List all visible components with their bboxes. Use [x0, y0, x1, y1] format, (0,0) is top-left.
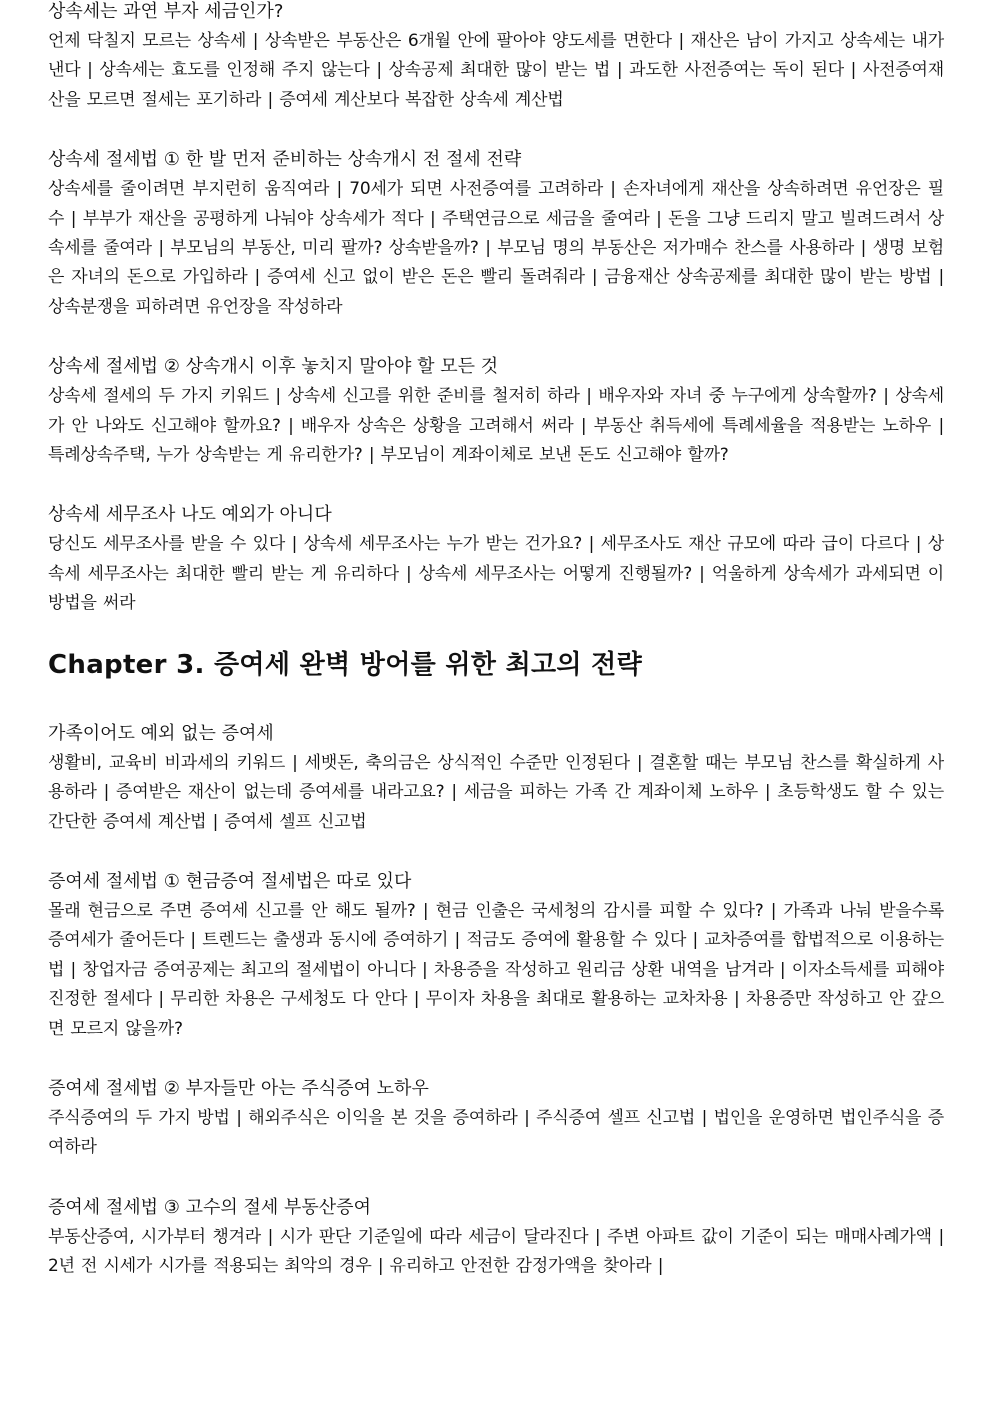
section-title: 가족이어도 예외 없는 증여세 — [48, 722, 274, 744]
section-title: 상속세 세무조사 나도 예외가 아니다 — [48, 504, 332, 526]
section-title: 증여세 절세법 ③ 고수의 절세 부동산증여 — [48, 1196, 371, 1218]
toc-section-gift-tax-real-estate — [48, 1193, 944, 1282]
toc-section-tax-audit — [48, 500, 944, 618]
section-title: 상속세 절세법 ② 상속개시 이후 놓치지 말아야 할 모든 것 — [48, 356, 499, 378]
section-gap — [48, 1163, 944, 1193]
chapter-gap — [48, 619, 944, 641]
section-gap — [48, 1044, 944, 1074]
section-body: 주식증여의 두 가지 방법 | 해외주식은 이익을 본 것을 증여하라 | 주식증여 셀프 신고법 | 법인을 운영하면 법인주식을 증여하라 — [48, 1107, 944, 1158]
chapter-gap — [48, 689, 944, 719]
toc-section-gift-tax-family — [48, 719, 944, 837]
toc-section-gift-tax-stock — [48, 1074, 944, 1163]
toc-section-gift-tax-cash — [48, 867, 944, 1044]
section-body: 생활비, 교육비 비과세의 키워드 | 세뱃돈, 축의금은 상식적인 수준만 인정된다 | 결혼할 때는 부모님 찬스를 확실하게 사용하라 | 증여받은 재산이 없는데 증여세를 내라고요? | 세금을 피하는 가족 간 계좌이체 노하우 | 초등학생도 할 수 있는 간단한 증여세 계산법 | 증여세 셀프 신고법 — [48, 752, 944, 832]
section-title: 상속세 절세법 ① 한 발 먼저 준비하는 상속개시 전 절세 전략 — [48, 149, 522, 171]
section-title: 증여세 절세법 ① 현금증여 절세법은 따로 있다 — [48, 870, 412, 892]
section-body: 부동산증여, 시가부터 챙겨라 | 시가 판단 기준일에 따라 세금이 달라진다 | 주변 아파트 값이 기준이 되는 매매사례가액 | 2년 전 시세가 시가를 적용되는 최악의 경우 | 유리하고 안전한 감정가액을 찾아라 | — [48, 1226, 944, 1277]
toc-section-inheritance-tax-after — [48, 352, 944, 470]
toc-section-inheritance-tax-before — [48, 145, 944, 322]
section-gap — [48, 470, 944, 500]
section-gap — [48, 322, 944, 352]
section-title: 증여세 절세법 ② 부자들만 아는 주식증여 노하우 — [48, 1077, 429, 1099]
section-gap — [48, 837, 944, 867]
section-body: 몰래 현금으로 주면 증여세 신고를 안 해도 될까? | 현금 인출은 국세청의 감시를 피할 수 있다? | 가족과 나눠 받을수록 증여세가 줄어든다 | 트렌드는 출생과 동시에 증여하기 | 적금도 증여에 활용할 수 있다 | 교차증여를 합법적으로 이용하는 법 | 창업자금 증여공제는 최고의 절세법이 아니다 | 차용증을 작성하고 원리금 상환 내역을 남겨라 | 이자소득세를 피해야 진정한 절세다 | 무리한 차용은 구세청도 다 안다 | 무이자 차용을 최대로 활용하는 교차차용 | 차용증만 작성하고 안 갚으면 모르지 않을까? — [48, 900, 944, 1039]
section-body: 당신도 세무조사를 받을 수 있다 | 상속세 세무조사는 누가 받는 건가요? | 세무조사도 재산 규모에 따라 급이 다르다 | 상속세 세무조사는 최대한 빨리 받는 게 유리하다 | 상속세 세무조사는 어떻게 진행될까? | 억울하게 상속세가 과세되면 이 방법을 써라 — [48, 534, 944, 614]
toc-section-inheritance-tax-overview — [48, 0, 944, 115]
section-body: 언제 닥칠지 모르는 상속세 | 상속받은 부동산은 6개월 안에 팔아야 양도세를 면한다 | 재산은 남이 가지고 상속세는 내가 낸다 | 상속세는 효도를 인정해 주지 않는다 | 상속공제 최대한 많이 받는 법 | 과도한 사전증여는 독이 된다 | 사전증여재산을 모르면 절세는 포기하라 | 증여세 계산보다 복잡한 상속세 계산법 — [48, 31, 944, 110]
section-gap — [48, 115, 944, 145]
section-body: 상속세 절세의 두 가지 키워드 | 상속세 신고를 위한 준비를 철저히 하라 | 배우자와 자녀 중 누구에게 상속할까? | 상속세가 안 나와도 신고해야 할까요? | 배우자 상속은 상황을 고려해서 써라 | 부동산 취득세에 특례세율을 적용받는 노하우 | 특례상속주택, 누가 상속받는 게 유리한가? | 부모님이 계좌이체로 보낸 돈도 신고해야 할까? — [48, 386, 944, 466]
chapter-title: Chapter 3. 증여세 완벽 방어를 위한 최고의 전략 — [48, 649, 643, 680]
table-of-contents-page — [48, 0, 944, 1282]
section-title: 상속세는 과연 부자 세금인가? — [48, 1, 284, 22]
section-body: 상속세를 줄이려면 부지런히 움직여라 | 70세가 되면 사전증여를 고려하라 | 손자녀에게 재산을 상속하려면 유언장은 필수 | 부부가 재산을 공평하게 나눠야 상속세가 적다 | 주택연금으로 세금을 줄여라 | 돈을 그냥 드리지 말고 빌려드려서 상속세를 줄여라 | 부모님의 부동산, 미리 팔까? 상속받을까? | 부모님 명의 부동산은 저가매수 찬스를 사용하라 | 생명 보험은 자녀의 돈으로 가입하라 | 증여세 신고 없이 받은 돈은 빨리 돌려줘라 | 금융재산 상속공제를 최대한 많이 받는 방법 | 상속분쟁을 피하려면 유언장을 작성하라 — [48, 179, 944, 317]
